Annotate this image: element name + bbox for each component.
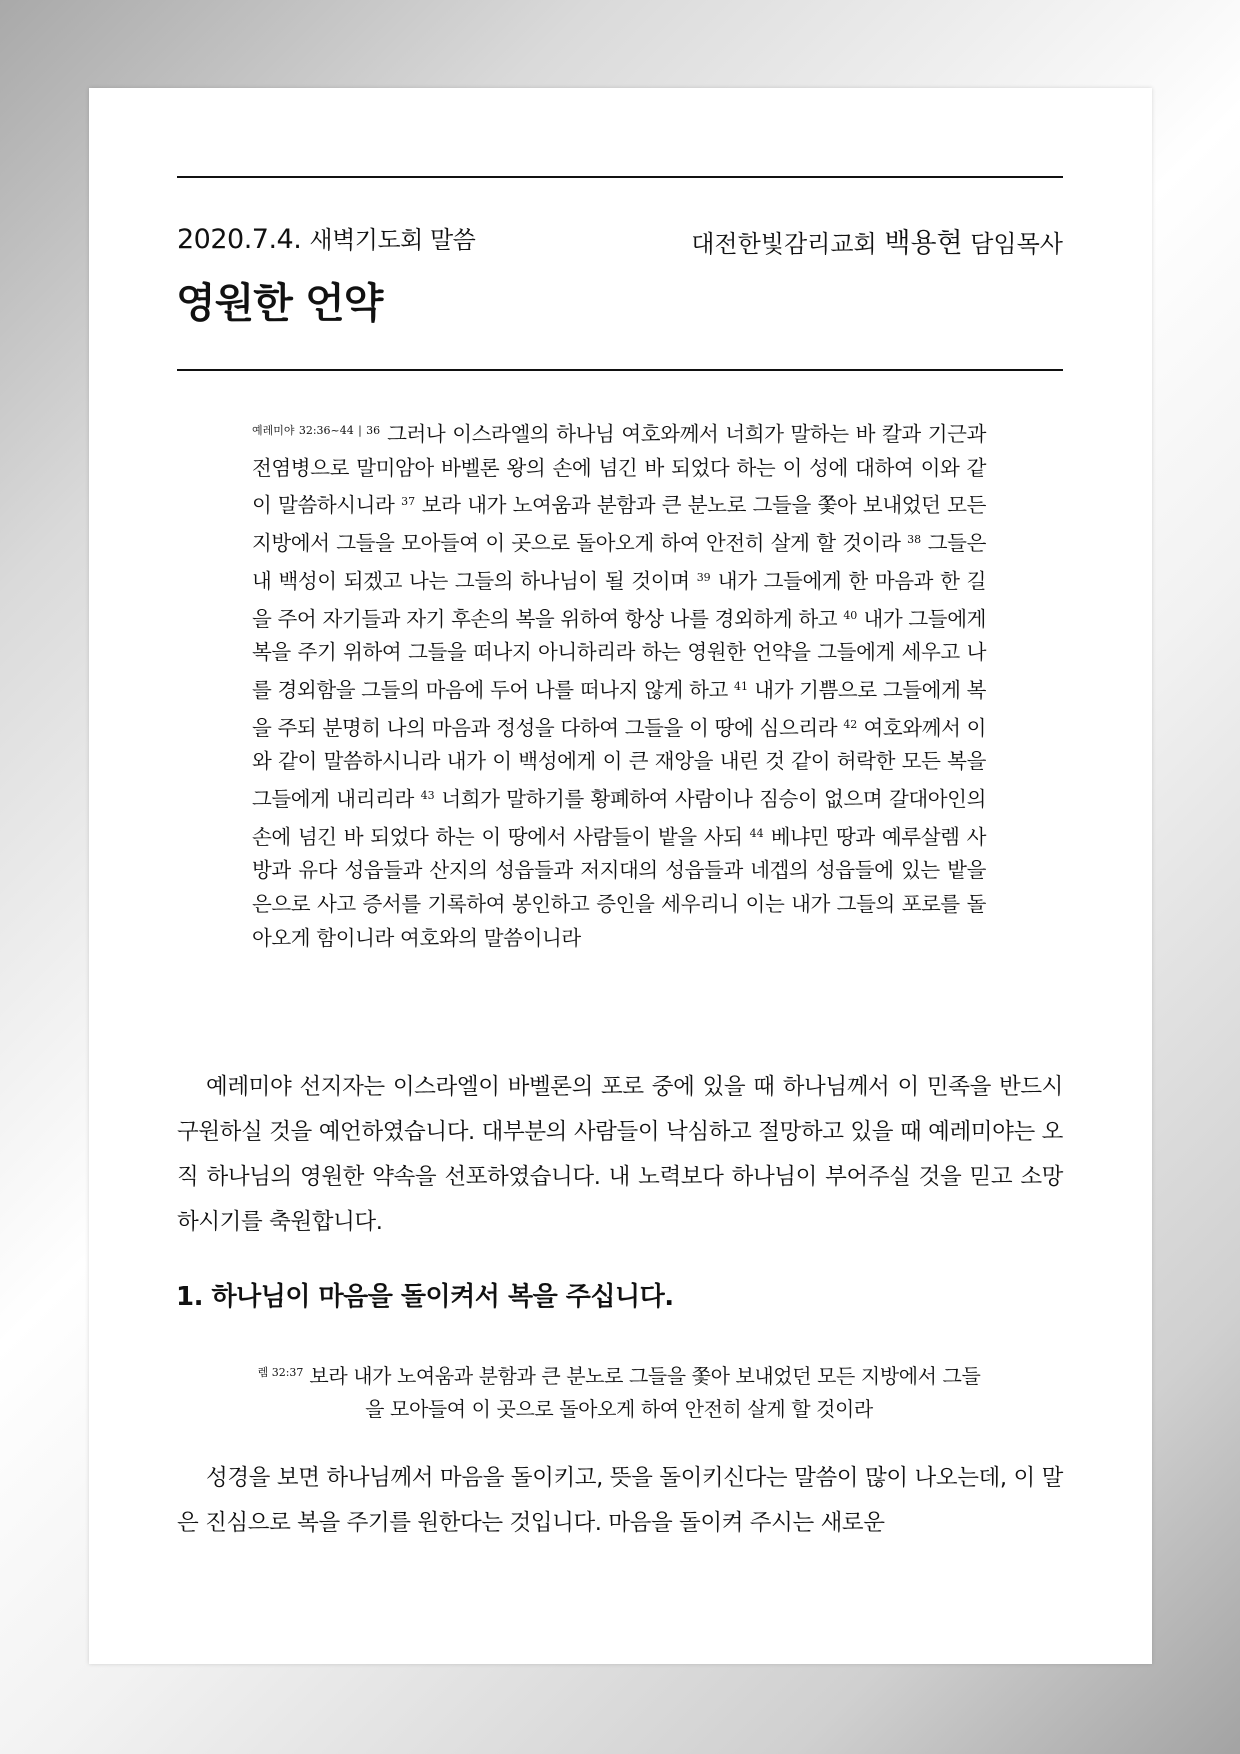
scripture-text: 그들은 내 백성이 되겠고 나는 그들의 하나님이 될 것이며: [252, 531, 986, 593]
quote-text: 보라 내가 노여움과 분함과 큰 분노로 그들을 쫓아 보내었던 모든 지방에서 그들을 모아들여 이 곳으로 돌아오게 하여 안전히 살게 할 것이라: [309, 1364, 981, 1421]
top-divider: [177, 176, 1063, 178]
quote-reference: 렘 32:37: [257, 1366, 304, 1379]
document-page: [89, 88, 1152, 1664]
section-paragraph: 성경을 보면 하나님께서 마음을 돌이키고, 뜻을 돌이키신다는 말씀이 많이 나오는데, 이 말은 진심으로 복을 주기를 원한다는 것입니다. 마음을 돌이켜 주시는 새로운: [177, 1465, 1063, 1536]
title-divider: [177, 369, 1063, 371]
scripture-text: 내가 기쁨으로 그들에게 복을 주되 분명히 나의 마음과 정성을 다하여 그들을 이 땅에 심으리라: [252, 677, 987, 740]
verse-number: 44: [749, 826, 764, 840]
scripture-text: 보라 내가 노여움과 분함과 큰 분노로 그들을 쫓아 보내었던 모든 지방에서 그들을 모아들여 이 곳으로 돌아오게 하여 안전히 살게 할 것이라: [252, 493, 986, 556]
scripture-text: 여호와께서 이와 같이 말씀하시니라 내가 이 백성에게 이 큰 재앙을 내린 것 같이 허락한 모든 복을 그들에게 내리리라: [252, 715, 986, 812]
pastor-name: 백용현: [884, 228, 963, 259]
document-title: 영원한 언약: [176, 279, 383, 327]
pastor-title: 담임목사: [970, 230, 1063, 258]
section-heading: 1. 하나님이 마음을 돌이켜서 복을 주십니다.: [176, 1282, 674, 1312]
scripture-text: 내가 그들에게 복을 주기 위하여 그들을 떠나지 아니하리라 하는 영원한 언약을 그들에게 세우고 나를 경외함을 그들의 마음에 두어 나를 떠나지 않게 하고: [252, 606, 986, 702]
verse-number: 43: [420, 789, 435, 803]
scripture-reference: 예레미야 32:36~44 | 36: [252, 424, 381, 437]
verse-number: 37: [401, 495, 416, 509]
scripture-text: 그러나 이스라엘의 하나님 여호와께서 너희가 말하는 바 칼과 기근과 전염병으로 말미암아 바벨론 왕의 손에 넘긴 바 되었다 하는 이 성에 대하여 이와 같이 말씀하시니라: [252, 422, 986, 518]
verse-number: 38: [907, 533, 922, 547]
scripture-text: 너희가 말하기를 황폐하여 사람이나 짐승이 없으며 갈대아인의 손에 넘긴 바 되었다 하는 이 땅에서 사람들이 밭을 사되: [252, 787, 986, 849]
church-name: 대전한빛감리교회: [691, 230, 877, 258]
sermon-date: 2020.7.4.: [177, 224, 302, 255]
sermon-date-line: [177, 220, 475, 255]
intro-paragraph: 예레미야 선지자는 이스라엘이 바벨론의 포로 중에 있을 때 하나님께서 이 민족을 반드시 구원하실 것을 예언하였습니다. 대부분의 사람들이 낙심하고 절망하고 있을 때 예레미야는 오직 하나님의 영원한 약속을 선포하였습니다. 내 노력보다 하나님이 부어주실 것을 믿고 소망하시기를 축원합니다.: [177, 1074, 1063, 1235]
service-name: 새벽기도회 말씀: [309, 226, 476, 254]
section-quote: [252, 1356, 986, 1426]
verse-number: 41: [734, 679, 749, 693]
verse-number: 42: [843, 717, 858, 731]
scripture-passage: [252, 414, 986, 956]
scripture-text: 베냐민 땅과 예루살렘 사방과 유다 성읍들과 산지의 성읍들과 저지대의 성읍들과 네겝의 성읍들에 있는 밭을 은으로 사고 증서를 기록하여 봉인하고 증인을 세우리니 이는 내가 그들의 포로를 돌아오게 함이니라 여호와의 말씀이니라: [252, 824, 986, 950]
church-pastor-line: [691, 221, 1063, 260]
verse-number: 40: [843, 608, 858, 622]
scripture-text: 내가 그들에게 한 마음과 한 길을 주어 자기들과 자기 후손의 복을 위하여 항상 나를 경외하게 하고: [252, 568, 986, 631]
verse-number: 39: [696, 570, 711, 584]
